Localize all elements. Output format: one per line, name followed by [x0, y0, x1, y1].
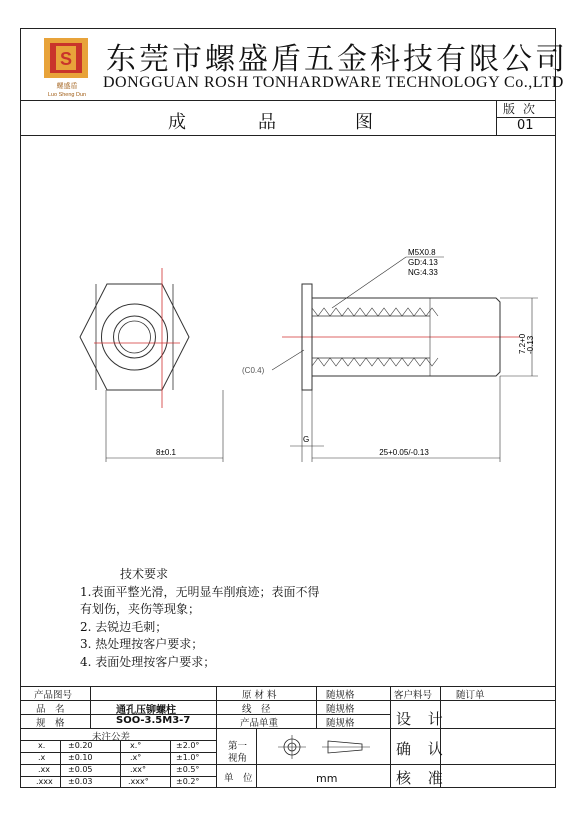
tol-col4-row1: ±2.0° — [176, 741, 200, 750]
tol-col4-row2: ±1.0° — [176, 753, 200, 762]
hex-front-view — [80, 268, 223, 462]
spec-value: SOO-3.5M3-7 — [116, 715, 191, 726]
diameter-tolerance: -0.13 — [526, 335, 535, 354]
tol-col3-row4: .xxx° — [128, 777, 149, 786]
product-no-label: 产品图号 — [34, 690, 73, 701]
tb-rule — [316, 686, 317, 728]
weight-label: 产品单重 — [240, 718, 279, 729]
side-view — [242, 248, 538, 462]
wire-label: 线 径 — [242, 704, 271, 715]
logo-letter: S — [59, 49, 73, 69]
tol-col3-row2: .x° — [130, 753, 142, 762]
confirm-label: 确 认 — [396, 740, 449, 758]
unit-value: mm — [316, 772, 338, 785]
note-line-3: 2. 去锐边毛刺； — [80, 619, 168, 634]
tb-rule — [60, 740, 61, 788]
approve-label: 核 准 — [396, 769, 449, 787]
tol-col2-row1: ±0.20 — [68, 741, 93, 750]
technical-notes — [80, 566, 319, 671]
tb-rule — [216, 686, 217, 788]
name-value: 通孔压铆螺柱 — [116, 705, 176, 716]
tb-rule — [170, 740, 171, 788]
tol-col2-row4: ±0.03 — [68, 777, 93, 786]
weight-value: 随规格 — [326, 718, 355, 729]
tolerance-label: 未注公差 — [92, 732, 131, 743]
unit-label: 单 位 — [224, 773, 253, 784]
tol-col2-row3: ±0.05 — [68, 765, 93, 774]
part-drawing — [20, 136, 556, 466]
tb-rule — [216, 764, 556, 765]
title-block — [20, 686, 556, 788]
tb-rule — [390, 686, 391, 788]
note-line-2: 有划伤，夹伤等现象； — [80, 602, 201, 616]
note-line-5: 4. 表面处理按客户要求； — [80, 654, 216, 669]
customer-no-value: 随订单 — [456, 690, 485, 701]
name-label: 品 名 — [36, 704, 65, 715]
logo-caption-en: Luo Sheng Dun — [47, 92, 87, 98]
logo-caption-cn: 螺盛盾 — [56, 83, 78, 90]
diameter-dimension: 7.2+0 — [518, 333, 527, 354]
spec-label: 规 格 — [36, 718, 65, 729]
version-value: 01 — [517, 118, 534, 133]
material-label: 原 材 料 — [242, 690, 277, 701]
length-dimension: 25+0.05/-0.13 — [379, 448, 429, 457]
wire-value: 随规格 — [326, 704, 355, 715]
title-char-3: 图 — [355, 112, 373, 133]
tol-col4-row3: ±0.5° — [176, 765, 200, 774]
design-label: 设 计 — [396, 710, 449, 728]
tol-col1-row3: .xx — [38, 765, 51, 774]
company-name-cn: 东莞市螺盛盾五金科技有限公司 — [106, 42, 568, 77]
thread-spec-1: M5X0.8 — [408, 248, 436, 257]
tol-col1-row1: x. — [38, 741, 46, 750]
material-value: 随规格 — [326, 690, 355, 701]
tol-col1-row4: .xxx — [36, 777, 53, 786]
company-logo — [36, 34, 98, 98]
first-angle-projection-icon — [270, 732, 380, 762]
thread-spec-3: NG:4.33 — [408, 268, 438, 277]
tol-col3-row1: x.° — [130, 741, 142, 750]
tb-rule — [90, 686, 91, 728]
tb-rule — [120, 740, 121, 788]
chamfer-note: (C0.4) — [242, 366, 265, 375]
company-name-en: DONGGUAN ROSH TONHARDWARE TECHNOLOGY Co.,LTD — [103, 74, 564, 91]
tol-col4-row4: ±0.2° — [176, 777, 200, 786]
title-row-top-rule — [20, 100, 556, 101]
version-label: 版次 — [503, 102, 544, 116]
note-line-1: 1.表面平整光滑，无明显车削痕迹；表面不得 — [80, 584, 320, 599]
tb-rule — [256, 728, 257, 788]
g-dimension: G — [303, 435, 310, 444]
title-char-1: 成 — [168, 112, 186, 133]
customer-no-label: 客户料号 — [394, 690, 433, 701]
tol-col2-row2: ±0.10 — [68, 753, 93, 762]
hex-dimension: 8±0.1 — [156, 448, 176, 457]
tol-col1-row2: .x — [38, 753, 46, 762]
notes-title: 技术要求 — [120, 567, 169, 581]
tol-col3-row3: .xx° — [130, 765, 147, 774]
angle-label-2: 视角 — [228, 753, 248, 764]
angle-label-1: 第一 — [228, 741, 248, 752]
thread-spec-2: GD:4.13 — [408, 258, 438, 267]
title-char-2: 品 — [258, 112, 276, 133]
note-line-4: 3. 热处理按客户要求； — [80, 637, 204, 651]
